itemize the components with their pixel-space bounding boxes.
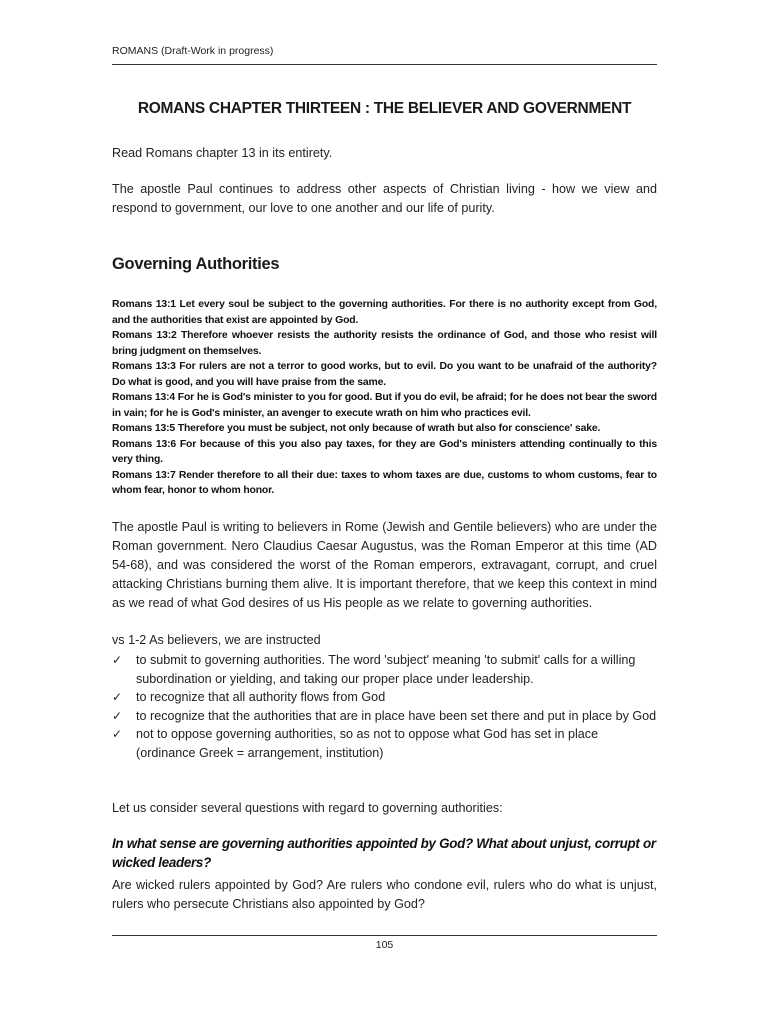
section-heading: Governing Authorities xyxy=(112,255,280,273)
verse-13-3: Romans 13:3 For rulers are not a terror to good works, but to evil. Do you want to be unafraid of the authority? Do what is good, and you will have praise from the same. xyxy=(112,361,657,388)
instruction-lead: vs 1-2 As believers, we are instructed xyxy=(112,633,321,647)
page-number: 105 xyxy=(375,939,394,951)
footer-rule xyxy=(112,935,657,936)
instruction-checklist xyxy=(112,651,657,762)
context-paragraph: The apostle Paul is writing to believers in Rome (Jewish and Gentile believers) who are under the Roman government. Nero Claudius Caesar Augustus, was the Roman Emperor at this time (AD 54-68), and was considered the worst of the Roman emperors, extravagant, corrupt, and cruel attacking Christians burning them alive. It is important therefore, that we keep this context in mind as we read of what God desires of us His people as we relate to governing authorities. xyxy=(112,520,657,610)
verse-13-2: Romans 13:2 Therefore whoever resists the authority resists the ordinance of God, and those who resist will bring judgment on themselves. xyxy=(112,330,657,357)
checkmark-icon: ✓ xyxy=(112,690,123,704)
checklist-item-text: not to oppose governing authorities, so as not to oppose what God has set in place (ordinance Greek = arrangement, institution) xyxy=(136,727,599,760)
checklist-item xyxy=(112,651,657,688)
checklist-item-text: to submit to governing authorities. The word 'subject' meaning 'to submit' calls for a willing subordination or yielding, and taking our proper place under leadership. xyxy=(136,653,636,686)
header-rule xyxy=(112,64,657,65)
question-heading: In what sense are governing authorities appointed by God? What about unjust, corrupt or wicked leaders? xyxy=(112,836,656,870)
questions-intro: Let us consider several questions with regard to governing authorities: xyxy=(112,801,503,815)
checklist-item xyxy=(112,725,657,762)
checkmark-icon: ✓ xyxy=(112,708,123,723)
verse-13-1: Romans 13:1 Let every soul be subject to the governing authorities. For there is no authority except from God, and the authorities that exist are appointed by God. xyxy=(112,299,657,326)
scripture-block xyxy=(112,297,657,499)
verse-13-5: Romans 13:5 Therefore you must be subject, not only because of wrath but also for conscience' sake. xyxy=(112,423,601,434)
checkmark-icon: ✓ xyxy=(112,727,123,741)
verse-13-7: Romans 13:7 Render therefore to all their due: taxes to whom taxes are due, customs to whom customs, fear to whom fear, honor to whom honor. xyxy=(112,469,657,496)
question-paragraph: Are wicked rulers appointed by God? Are rulers who condone evil, rulers who do what is unjust, rulers who persecute Christians also appointed by God? xyxy=(112,878,657,911)
chapter-title: ROMANS CHAPTER THIRTEEN : THE BELIEVER AND GOVERNMENT xyxy=(137,100,632,117)
intro-paragraph-1: Read Romans chapter 13 in its entirety. xyxy=(112,146,333,160)
checklist-item-text: to recognize that all authority flows from God xyxy=(136,690,386,704)
checklist-item xyxy=(112,707,657,726)
checklist-item-text: to recognize that the authorities that are in place have been set there and put in place by God xyxy=(136,708,657,723)
running-head: ROMANS (Draft-Work in progress) xyxy=(112,45,274,57)
verse-13-6: Romans 13:6 For because of this you also pay taxes, for they are God's ministers attending continually to this very thing. xyxy=(112,438,657,465)
checkmark-icon: ✓ xyxy=(112,653,123,667)
checklist-item xyxy=(112,688,657,707)
verse-13-4: Romans 13:4 For he is God's minister to you for good. But if you do evil, be afraid; for he does not bear the sword in vain; for he is God's minister, an avenger to execute wrath on him who practices evil. xyxy=(112,392,657,419)
intro-paragraph-2: The apostle Paul continues to address other aspects of Christian living - how we view and respond to government, our love to one another and our life of purity. xyxy=(112,182,657,215)
